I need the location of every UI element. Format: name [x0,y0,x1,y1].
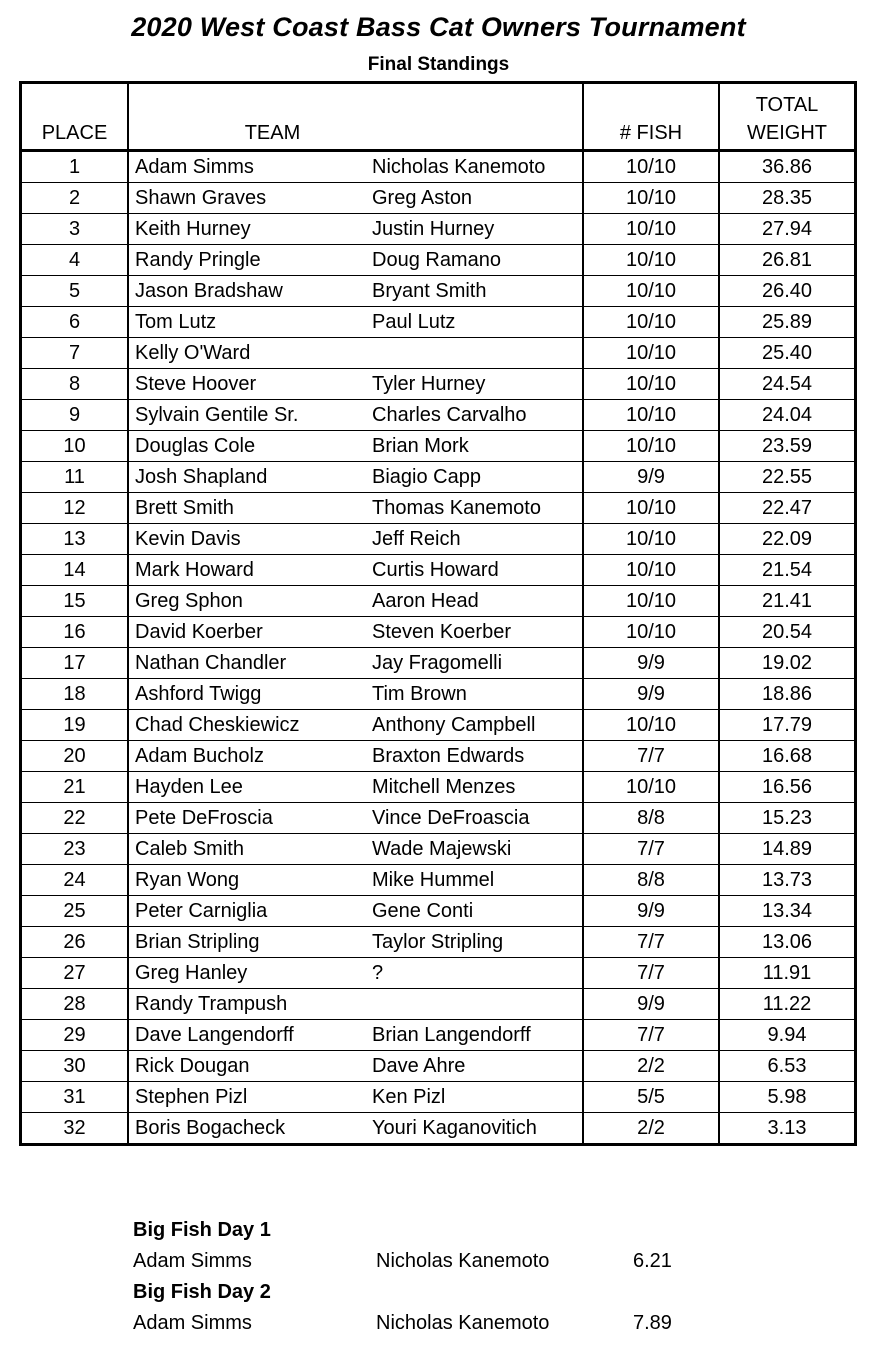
big-fish-angler-2: Nicholas Kanemoto [376,1250,550,1272]
cell-fish-count: 10/10 [583,431,719,462]
table-row [21,648,856,679]
cell-total-weight: 13.34 [719,896,856,927]
cell-angler-1: Brian Stripling [128,927,372,958]
cell-angler-2: Bryant Smith [372,276,583,307]
cell-fish-count: 8/8 [583,865,719,896]
cell-fish-count: 8/8 [583,803,719,834]
cell-angler-1: Pete DeFroscia [128,803,372,834]
header-total-weight [719,83,856,151]
cell-total-weight: 5.98 [719,1082,856,1113]
cell-place: 12 [21,493,129,524]
cell-place: 11 [21,462,129,493]
cell-angler-1: Shawn Graves [128,183,372,214]
cell-angler-2: Brian Langendorff [372,1020,583,1051]
cell-angler-2: Doug Ramano [372,245,583,276]
cell-total-weight: 13.06 [719,927,856,958]
cell-angler-1: Jason Bradshaw [128,276,372,307]
cell-angler-1: Chad Cheskiewicz [128,710,372,741]
cell-angler-1: Boris Bogacheck [128,1113,372,1145]
cell-fish-count: 10/10 [583,524,719,555]
cell-fish-count: 10/10 [583,276,719,307]
cell-fish-count: 10/10 [583,493,719,524]
header-team-spacer [372,83,583,151]
cell-fish-count: 10/10 [583,307,719,338]
cell-angler-2: ? [372,958,583,989]
cell-angler-2: Aaron Head [372,586,583,617]
big-fish-angler-1: Adam Simms [133,1312,252,1334]
cell-angler-2: Tyler Hurney [372,369,583,400]
table-row [21,183,856,214]
cell-angler-1: Greg Sphon [128,586,372,617]
table-row [21,1051,856,1082]
cell-fish-count: 7/7 [583,1020,719,1051]
cell-total-weight: 36.86 [719,151,856,183]
cell-total-weight: 9.94 [719,1020,856,1051]
cell-total-weight: 24.04 [719,400,856,431]
cell-angler-1: Peter Carniglia [128,896,372,927]
cell-total-weight: 16.68 [719,741,856,772]
cell-angler-2: Brian Mork [372,431,583,462]
cell-angler-2: Braxton Edwards [372,741,583,772]
cell-angler-1: Randy Trampush [128,989,372,1020]
cell-fish-count: 10/10 [583,400,719,431]
cell-angler-1: Ashford Twigg [128,679,372,710]
cell-total-weight: 24.54 [719,369,856,400]
cell-place: 2 [21,183,129,214]
cell-fish-count: 10/10 [583,214,719,245]
cell-total-weight: 18.86 [719,679,856,710]
cell-place: 17 [21,648,129,679]
big-fish-row [133,1246,753,1277]
cell-total-weight: 22.55 [719,462,856,493]
big-fish-heading: Big Fish Day 2 [133,1281,271,1303]
header-team [128,83,372,151]
cell-total-weight: 15.23 [719,803,856,834]
cell-total-weight: 28.35 [719,183,856,214]
cell-total-weight: 23.59 [719,431,856,462]
cell-place: 31 [21,1082,129,1113]
cell-fish-count: 9/9 [583,896,719,927]
cell-fish-count: 2/2 [583,1113,719,1145]
cell-total-weight: 27.94 [719,214,856,245]
header-row [21,83,856,151]
cell-angler-1: Mark Howard [128,555,372,586]
table-row [21,617,856,648]
big-fish-angler-1: Adam Simms [133,1250,252,1272]
cell-angler-1: Randy Pringle [128,245,372,276]
cell-place: 21 [21,772,129,803]
cell-total-weight: 22.47 [719,493,856,524]
cell-place: 25 [21,896,129,927]
standings-body [21,151,856,1145]
header-weight-line2: WEIGHT [747,122,827,144]
cell-fish-count: 10/10 [583,183,719,214]
cell-place: 3 [21,214,129,245]
cell-angler-2: Wade Majewski [372,834,583,865]
cell-place: 27 [21,958,129,989]
cell-fish-count: 10/10 [583,617,719,648]
cell-place: 28 [21,989,129,1020]
cell-fish-count: 10/10 [583,710,719,741]
table-row [21,493,856,524]
cell-angler-2: Youri Kaganovitich [372,1113,583,1145]
cell-angler-2: Greg Aston [372,183,583,214]
cell-fish-count: 7/7 [583,834,719,865]
table-row [21,679,856,710]
standings-table [19,81,857,1146]
cell-fish-count: 10/10 [583,151,719,183]
cell-total-weight: 11.22 [719,989,856,1020]
cell-total-weight: 17.79 [719,710,856,741]
cell-angler-1: Ryan Wong [128,865,372,896]
table-row [21,555,856,586]
cell-place: 5 [21,276,129,307]
header-weight-line1: TOTAL [755,94,819,116]
cell-total-weight: 20.54 [719,617,856,648]
cell-angler-2: Mitchell Menzes [372,772,583,803]
cell-angler-2: Taylor Stripling [372,927,583,958]
cell-angler-1: Stephen Pizl [128,1082,372,1113]
table-row [21,431,856,462]
table-row [21,927,856,958]
cell-angler-1: Brett Smith [128,493,372,524]
cell-total-weight: 16.56 [719,772,856,803]
table-row [21,741,856,772]
cell-place: 8 [21,369,129,400]
cell-fish-count: 2/2 [583,1051,719,1082]
cell-place: 4 [21,245,129,276]
cell-fish-count: 9/9 [583,679,719,710]
cell-place: 9 [21,400,129,431]
header-team-label: TEAM [244,122,301,144]
cell-angler-1: Kevin Davis [128,524,372,555]
cell-angler-2: Steven Koerber [372,617,583,648]
table-row [21,1020,856,1051]
cell-angler-1: David Koerber [128,617,372,648]
cell-place: 20 [21,741,129,772]
cell-angler-2 [372,338,583,369]
cell-place: 16 [21,617,129,648]
cell-fish-count: 9/9 [583,648,719,679]
cell-angler-1: Josh Shapland [128,462,372,493]
cell-total-weight: 3.13 [719,1113,856,1145]
cell-place: 15 [21,586,129,617]
cell-angler-1: Dave Langendorff [128,1020,372,1051]
cell-place: 24 [21,865,129,896]
table-row [21,586,856,617]
cell-angler-2: Biagio Capp [372,462,583,493]
cell-angler-2 [372,989,583,1020]
table-row [21,462,856,493]
table-row [21,772,856,803]
table-row [21,276,856,307]
cell-fish-count: 7/7 [583,741,719,772]
big-fish-weight: 7.89 [633,1312,672,1334]
table-row [21,865,856,896]
cell-place: 32 [21,1113,129,1145]
cell-angler-1: Caleb Smith [128,834,372,865]
cell-angler-2: Gene Conti [372,896,583,927]
cell-angler-1: Sylvain Gentile Sr. [128,400,372,431]
cell-total-weight: 21.54 [719,555,856,586]
cell-angler-2: Curtis Howard [372,555,583,586]
cell-place: 29 [21,1020,129,1051]
cell-total-weight: 25.89 [719,307,856,338]
table-row [21,307,856,338]
table-row [21,958,856,989]
cell-angler-2: Nicholas Kanemoto [372,151,583,183]
cell-fish-count: 9/9 [583,462,719,493]
cell-place: 19 [21,710,129,741]
cell-angler-1: Douglas Cole [128,431,372,462]
big-fish-angler-2: Nicholas Kanemoto [376,1312,550,1334]
cell-angler-1: Adam Simms [128,151,372,183]
table-row [21,524,856,555]
cell-place: 7 [21,338,129,369]
cell-angler-2: Anthony Campbell [372,710,583,741]
cell-angler-1: Tom Lutz [128,307,372,338]
cell-place: 22 [21,803,129,834]
cell-total-weight: 6.53 [719,1051,856,1082]
cell-angler-2: Jay Fragomelli [372,648,583,679]
cell-fish-count: 10/10 [583,369,719,400]
cell-total-weight: 26.40 [719,276,856,307]
cell-fish-count: 5/5 [583,1082,719,1113]
cell-angler-1: Rick Dougan [128,1051,372,1082]
cell-angler-1: Greg Hanley [128,958,372,989]
cell-angler-2: Ken Pizl [372,1082,583,1113]
table-row [21,896,856,927]
cell-fish-count: 10/10 [583,338,719,369]
cell-total-weight: 25.40 [719,338,856,369]
cell-total-weight: 13.73 [719,865,856,896]
header-fish: # FISH [583,83,719,151]
cell-total-weight: 26.81 [719,245,856,276]
big-fish-heading: Big Fish Day 1 [133,1219,271,1241]
cell-place: 18 [21,679,129,710]
cell-total-weight: 19.02 [719,648,856,679]
document-subtitle: Final Standings [367,54,510,75]
cell-place: 30 [21,1051,129,1082]
cell-place: 1 [21,151,129,183]
cell-total-weight: 22.09 [719,524,856,555]
cell-place: 10 [21,431,129,462]
table-row [21,400,856,431]
document-title: 2020 West Coast Bass Cat Owners Tournament [131,12,746,42]
cell-place: 14 [21,555,129,586]
cell-angler-1: Steve Hoover [128,369,372,400]
big-fish-section [133,1215,753,1339]
cell-fish-count: 10/10 [583,772,719,803]
table-row [21,151,856,183]
cell-fish-count: 10/10 [583,245,719,276]
big-fish-weight: 6.21 [633,1250,672,1272]
table-row [21,834,856,865]
cell-angler-2: Vince DeFroascia [372,803,583,834]
table-row [21,338,856,369]
table-row [21,803,856,834]
table-row [21,989,856,1020]
cell-angler-1: Keith Hurney [128,214,372,245]
cell-angler-2: Charles Carvalho [372,400,583,431]
big-fish-row [133,1308,753,1339]
cell-angler-2: Thomas Kanemoto [372,493,583,524]
table-row [21,1113,856,1145]
cell-angler-2: Paul Lutz [372,307,583,338]
cell-angler-1: Hayden Lee [128,772,372,803]
cell-angler-1: Nathan Chandler [128,648,372,679]
cell-place: 26 [21,927,129,958]
cell-angler-1: Adam Bucholz [128,741,372,772]
header-place: PLACE [21,83,129,151]
cell-total-weight: 21.41 [719,586,856,617]
cell-total-weight: 14.89 [719,834,856,865]
cell-fish-count: 10/10 [583,586,719,617]
cell-angler-2: Jeff Reich [372,524,583,555]
cell-angler-1: Kelly O'Ward [128,338,372,369]
cell-place: 13 [21,524,129,555]
cell-fish-count: 10/10 [583,555,719,586]
cell-place: 23 [21,834,129,865]
table-row [21,214,856,245]
cell-angler-2: Tim Brown [372,679,583,710]
cell-angler-2: Mike Hummel [372,865,583,896]
table-row [21,369,856,400]
cell-angler-2: Justin Hurney [372,214,583,245]
cell-angler-2: Dave Ahre [372,1051,583,1082]
cell-total-weight: 11.91 [719,958,856,989]
cell-fish-count: 7/7 [583,958,719,989]
cell-place: 6 [21,307,129,338]
table-row [21,710,856,741]
cell-fish-count: 9/9 [583,989,719,1020]
table-row [21,245,856,276]
cell-fish-count: 7/7 [583,927,719,958]
table-row [21,1082,856,1113]
